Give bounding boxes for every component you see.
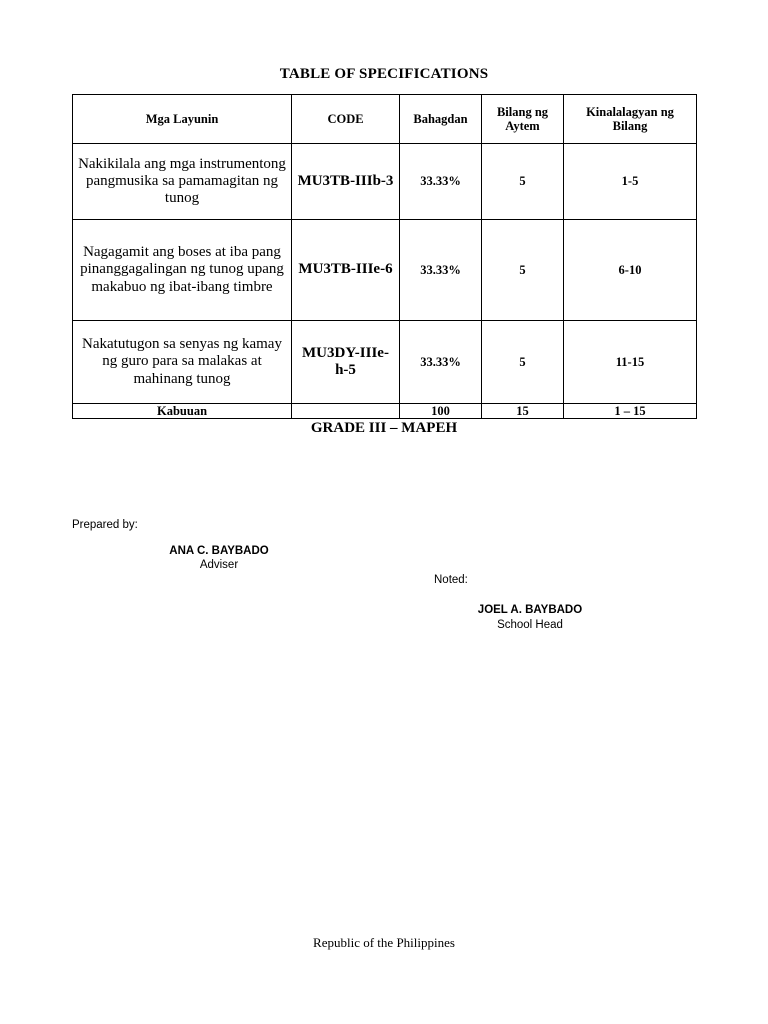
header-code: CODE [292,95,400,144]
placement-cell: 11-15 [564,321,697,404]
header-objectives: Mga Layunin [73,95,292,144]
items-cell: 5 [482,144,564,220]
document-subtitle: GRADE III – MAPEH [310,420,458,436]
objective-cell: Nakikilala ang mga instrumentong pangmusika sa pamamagitan ng tunog [73,144,292,220]
specifications-table [72,94,697,419]
header-percentage: Bahagdan [400,95,482,144]
total-items: 15 [482,404,564,419]
code-cell: MU3TB-IIIb-3 [292,144,400,220]
noter-name: JOEL A. BAYBADO [477,604,583,616]
percentage-cell: 33.33% [400,220,482,321]
total-percentage: 100 [400,404,482,419]
total-row [73,404,697,419]
total-label: Kabuuan [73,404,292,419]
placement-cell: 6-10 [564,220,697,321]
total-placement: 1 – 15 [564,404,697,419]
objective-cell: Nagagamit ang boses at iba pang pinanggagalingan ng tunog upang makabuo ng ibat-ibang timbre [73,220,292,321]
header-items: Bilang ng Aytem [482,95,564,144]
items-cell: 5 [482,321,564,404]
items-cell: 5 [482,220,564,321]
placement-cell: 1-5 [564,144,697,220]
header-placement: Kinalalagyan ng Bilang [564,95,697,144]
objective-cell: Nakatutugon sa senyas ng kamay ng guro para sa malakas at mahinang tunog [73,321,292,404]
table-row [73,144,697,220]
table-header-row [73,95,697,144]
total-code [292,404,400,419]
preparer-role: Adviser [199,559,239,571]
percentage-cell: 33.33% [400,321,482,404]
code-cell: MU3TB-IIIe-6 [292,220,400,321]
footer-text: Republic of the Philippines [313,935,455,950]
prepared-by-label: Prepared by: [72,519,138,531]
preparer-name: ANA C. BAYBADO [169,545,269,557]
table-row [73,321,697,404]
noter-role: School Head [497,619,563,631]
percentage-cell: 33.33% [400,144,482,220]
page-title: TABLE OF SPECIFICATIONS [279,66,489,82]
table-row [73,220,697,321]
code-cell: MU3DY-IIIe-h-5 [292,321,400,404]
noted-label: Noted: [434,574,468,586]
